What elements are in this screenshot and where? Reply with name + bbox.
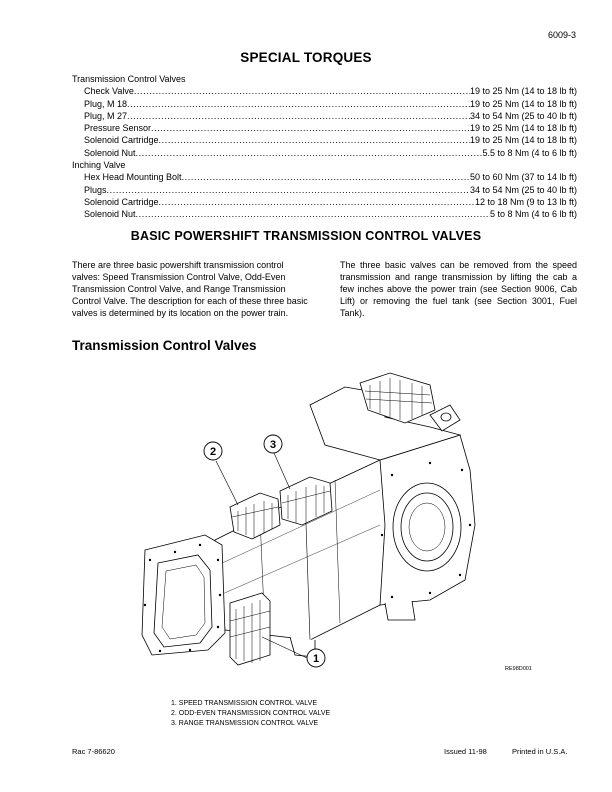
callout-2-leader [216, 461, 238, 505]
torque-label: Hex Head Mounting Bolt [84, 172, 182, 183]
torque-value: 50 to 60 Nm (37 to 14 lb ft) [469, 172, 577, 183]
torque-row [72, 110, 577, 122]
special-torques-list [72, 73, 577, 221]
callout-1-number: 1 [312, 653, 320, 665]
callout-2-number: 2 [209, 446, 217, 458]
torque-label: Solenoid Nut [84, 209, 136, 220]
footer-printed: Printed in U.S.A. [512, 747, 568, 756]
leader-dots [127, 98, 470, 110]
torque-label: Plug, M 18 [84, 98, 128, 109]
footer-doc-number: Rac 7-86620 [72, 747, 115, 756]
torque-value: 5 to 8 Nm (4 to 6 lb ft) [489, 209, 577, 220]
torque-value: 34 to 54 Nm (25 to 40 lb ft) [469, 184, 577, 195]
torque-value: 34 to 54 Nm (25 to 40 lb ft) [469, 110, 577, 121]
leader-dots [127, 110, 470, 122]
leader-dots [159, 134, 470, 146]
intro-paragraph-right: The three basic valves can be removed from the speed transmission and range transmission by lifting the cab a few inches above the power train (see Section 9006, Cab Lift) or removing the fuel tank (see Section 3001, Fuel Tank). [340, 260, 577, 318]
leader-dots [182, 171, 470, 183]
torque-row [72, 85, 577, 97]
torque-row [72, 122, 577, 134]
torque-value: 19 to 25 Nm (14 to 18 lb ft) [469, 86, 577, 97]
leader-dots [107, 184, 470, 196]
torque-row [72, 196, 577, 208]
torque-value: 19 to 25 Nm (14 to 18 lb ft) [469, 135, 577, 146]
torque-label: Plug, M 27 [84, 110, 128, 121]
footer-issued: Issued 11-98 [444, 747, 487, 756]
rear-housing-opening [393, 483, 461, 571]
intro-paragraph-left: There are three basic powershift transmission control valves: Speed Transmission Control Valve, Odd-Even Transmission Control Valve, and Range Transmission Control Valve. The description for each of these three basic valves is determined by its location on the power train. [72, 260, 308, 318]
torque-label: Pressure Sensor [84, 123, 152, 134]
leader-dots [134, 85, 470, 97]
torque-label: Plugs [84, 184, 107, 195]
leader-dots [151, 122, 470, 134]
section-heading: BASIC POWERSHIFT TRANSMISSION CONTROL VALVES [130, 229, 482, 243]
torque-group-title: Transmission Control Valves [72, 74, 186, 84]
legend-item: 3. RANGE TRANSMISSION CONTROL VALVE [171, 720, 319, 727]
torque-row [72, 134, 577, 146]
torque-value: 19 to 25 Nm (14 to 18 lb ft) [469, 98, 577, 109]
torque-row [72, 171, 577, 183]
leader-dots [136, 208, 490, 220]
torque-label: Solenoid Cartridge [84, 135, 159, 146]
legend-item: 2. ODD-EVEN TRANSMISSION CONTROL VALVE [171, 710, 331, 717]
callout-3-number: 3 [269, 439, 277, 451]
torque-row [72, 147, 577, 159]
page-title: SPECIAL TORQUES [240, 50, 372, 65]
torque-row [72, 208, 577, 220]
figure-code: RE98D001 [505, 666, 532, 672]
torque-group-title: Inching Valve [72, 160, 126, 171]
torque-label: Solenoid Nut [84, 147, 136, 158]
torque-row [72, 184, 577, 196]
figure-legend [171, 699, 330, 729]
torque-value: 19 to 25 Nm (14 to 18 lb ft) [469, 123, 577, 134]
page-number: 6009-3 [547, 30, 576, 40]
leader-dots [136, 147, 483, 159]
callout-3-leader [274, 453, 290, 489]
torque-label: Check Valve [84, 86, 134, 97]
torque-row [72, 98, 577, 110]
front-housing-opening [154, 555, 212, 647]
leader-dots [159, 196, 475, 208]
subsection-heading: Transmission Control Valves [72, 338, 257, 353]
torque-value: 12 to 18 Nm (9 to 13 lb ft) [474, 196, 577, 207]
torque-label: Solenoid Cartridge [84, 196, 159, 207]
transmission-illustration [130, 365, 550, 680]
legend-item: 1. SPEED TRANSMISSION CONTROL VALVE [171, 700, 317, 707]
torque-value: 5.5 to 8 Nm (4 to 6 lb ft) [482, 147, 577, 158]
